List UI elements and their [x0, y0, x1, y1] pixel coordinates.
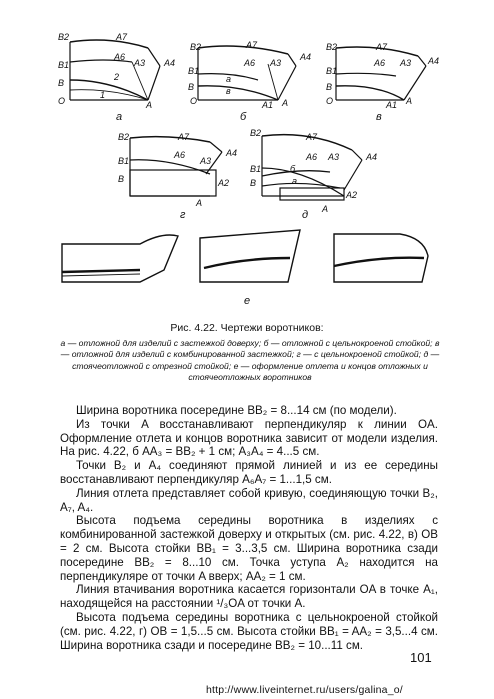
label-A6-a: A6	[114, 52, 126, 62]
drawing-b	[198, 46, 296, 100]
label-A-d: A	[322, 204, 329, 214]
label-B1-v: B1	[326, 66, 338, 76]
label-B-v: B	[326, 82, 333, 92]
label-O-v: O	[326, 96, 334, 106]
paragraph: Линия втачивания воротника касается горизонтали OA в точке A₁, находящейся на расстоянии ¹/₃OA от точки A.	[60, 583, 438, 611]
collar-drawings-figure	[0, 0, 494, 320]
label-B1-d: B1	[250, 164, 262, 174]
panel-letter-b: б	[240, 111, 247, 123]
label-2-a: 2	[114, 72, 120, 82]
label-A3-b: A3	[270, 58, 282, 68]
label-A7-b: A7	[246, 40, 258, 50]
label-B2-b: B2	[190, 42, 202, 52]
label-B2-v: B2	[326, 42, 338, 52]
footer-url: http://www.liveinternet.ru/users/galina_o/	[206, 684, 403, 696]
label-O-b: O	[190, 96, 198, 106]
label-A6-d: A6	[306, 152, 318, 162]
label-a-d: a	[292, 176, 298, 186]
label-B1-b: B1	[188, 66, 200, 76]
drawing-g	[130, 137, 222, 196]
label-a-b: a	[226, 74, 232, 84]
figure-caption-title: Рис. 4.22. Чертежи воротников:	[170, 322, 324, 334]
drawing-v	[336, 47, 426, 100]
label-A4-d: A4	[366, 152, 378, 162]
label-A3-v: A3	[400, 58, 412, 68]
drawing-a	[70, 40, 160, 100]
label-A1-v: A1	[386, 100, 398, 110]
label-A-v: A	[406, 96, 413, 106]
label-B-a: B	[58, 78, 65, 88]
label-A4-b: A4	[300, 52, 312, 62]
label-B2-g: B2	[118, 132, 130, 142]
label-A1-b: A1	[262, 100, 274, 110]
label-B-d: B	[250, 178, 257, 188]
label-A4-v: A4	[428, 56, 440, 66]
label-A2-g: A2	[218, 178, 230, 188]
label-A7-d: A7	[306, 132, 318, 142]
paragraph: Ширина воротника посередине BB₂ = 8...14 см (по модели).	[76, 404, 397, 417]
label-A3-a: A3	[134, 58, 146, 68]
label-A6-g: A6	[174, 150, 186, 160]
label-A-b: A	[282, 98, 289, 108]
paragraph: Высота подъема середины воротника в изделиях с комбинированной застежкой доверху и открытых (см. рис. 4.22, в) OB = 2 см. Высота стойки BB₁ = 3...3,5 см. Ширина воротника сзади посередине BB₂ = 8...10 см. Точка уступа A₂ находится на перпендикуляре от точки A вверх; AA₂ = 1 см.	[60, 514, 438, 583]
label-B1-a: B1	[58, 60, 70, 70]
label-A4-g: A4	[226, 148, 238, 158]
panel-letter-g: г	[180, 209, 186, 221]
label-A7-a: A7	[116, 32, 128, 42]
paragraph: Линия отлета представляет собой кривую, соединяющую точки B₂, A₇, A₄.	[60, 486, 438, 514]
label-A7-v: A7	[376, 42, 388, 52]
drawing-e	[62, 230, 428, 282]
label-A7-g: A7	[178, 132, 190, 142]
label-A3-d: A3	[328, 152, 340, 162]
body-text	[60, 404, 438, 652]
paragraph: Высота подъема середины воротника с цельнокроеной стойкой (см. рис. 4.22, г) OB = 1,5...5 см. Высота стойки BB₁ = AA₂ = 3,5...4 см. Ширина воротника сзади и посередине BB₂ = 10...11 см.	[60, 610, 438, 652]
label-v-b: в	[226, 86, 231, 96]
panel-letter-a: а	[116, 111, 123, 123]
paragraph: Точки B₂ и A₄ соединяют прямой линией и из ее середины восстанавливают перпендикуляр A₆A₇ = 1...1,5 см.	[60, 459, 438, 486]
label-B-g: B	[118, 174, 125, 184]
panel-letter-d: д	[302, 209, 309, 221]
label-A3-g: A3	[200, 156, 212, 166]
label-B2-a: B2	[58, 32, 70, 42]
label-A4-a: A4	[164, 58, 176, 68]
label-A2-d: A2	[346, 190, 358, 200]
page-number: 101	[410, 650, 432, 665]
label-A6-v: A6	[374, 58, 386, 68]
label-b-d: б	[290, 164, 296, 174]
paragraph: Из точки A восстанавливают перпендикуляр к линии OA. Оформление отлета и концов воротника зависит от модели изделия. На рис. 4.22, б AA₃ = BB₂ + 1 см; A₃A₄ = 4...5 см.	[60, 417, 438, 459]
label-O-a: O	[58, 96, 66, 106]
panel-letter-e: е	[244, 295, 251, 307]
panel-letter-v: в	[376, 111, 382, 123]
label-A-a: A	[146, 100, 153, 110]
label-1-a: 1	[100, 90, 106, 100]
label-B1-g: B1	[118, 156, 130, 166]
label-A-g: A	[196, 198, 203, 208]
label-B-b: B	[188, 82, 195, 92]
label-A6-b: A6	[244, 58, 256, 68]
figure-caption-body: а — отложной для изделий с застежкой доверху; б — отложной с цельнокроеной стойкой; в — отложной для изделий с комбинированной застежкой; г — с цельнокроеной стойкой; д — стоячеотложной с отрезной стойкой; е — оформление отлета и концов отложных и стоячеотложных воротников	[60, 338, 440, 383]
label-B2-d: B2	[250, 128, 262, 138]
